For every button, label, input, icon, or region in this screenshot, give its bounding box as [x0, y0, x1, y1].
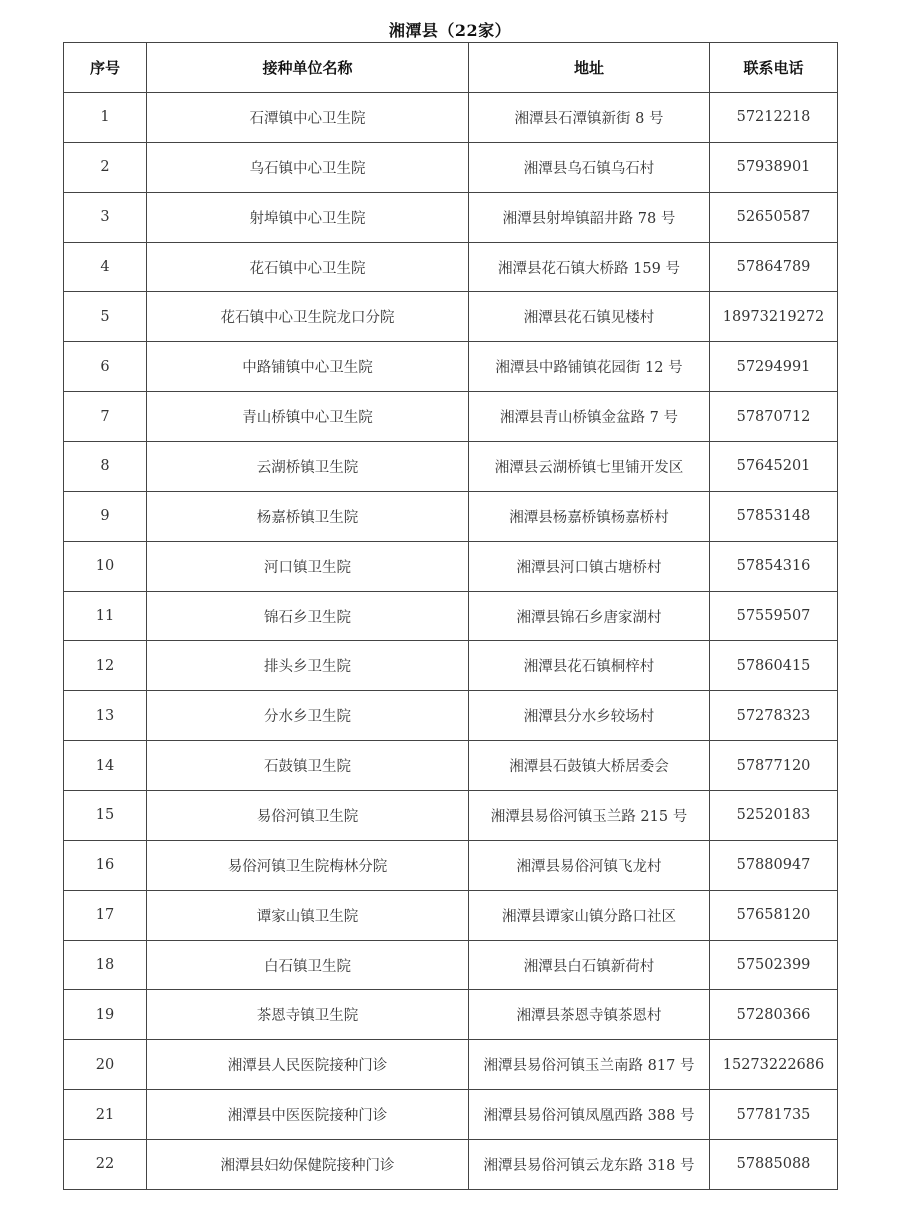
table-row — [64, 641, 838, 691]
cell-no: 19 — [64, 990, 147, 1040]
cell-site-name: 石潭镇中心卫生院 — [147, 93, 469, 143]
column-header-no: 序号 — [64, 43, 147, 93]
cell-address: 湘潭县乌石镇乌石村 — [469, 142, 710, 192]
cell-phone: 57212218 — [710, 93, 838, 143]
cell-phone: 57278323 — [710, 691, 838, 741]
cell-phone: 57502399 — [710, 940, 838, 990]
cell-site-name: 锦石乡卫生院 — [147, 591, 469, 641]
cell-address: 湘潭县花石镇桐梓村 — [469, 641, 710, 691]
cell-address: 湘潭县白石镇新荷村 — [469, 940, 710, 990]
cell-site-name: 排头乡卫生院 — [147, 641, 469, 691]
table-body — [64, 93, 838, 1190]
cell-phone: 57938901 — [710, 142, 838, 192]
table-row — [64, 192, 838, 242]
cell-no: 16 — [64, 840, 147, 890]
cell-site-name: 易俗河镇卫生院 — [147, 791, 469, 841]
cell-no: 13 — [64, 691, 147, 741]
table-row — [64, 1140, 838, 1190]
table-row — [64, 242, 838, 292]
cell-site-name: 杨嘉桥镇卫生院 — [147, 491, 469, 541]
cell-no: 17 — [64, 890, 147, 940]
cell-site-name: 河口镇卫生院 — [147, 541, 469, 591]
cell-address: 湘潭县青山桥镇金盆路 7 号 — [469, 392, 710, 442]
cell-site-name: 射埠镇中心卫生院 — [147, 192, 469, 242]
cell-phone: 57645201 — [710, 442, 838, 492]
cell-no: 4 — [64, 242, 147, 292]
cell-no: 3 — [64, 192, 147, 242]
cell-no: 20 — [64, 1040, 147, 1090]
table-row — [64, 142, 838, 192]
cell-address: 湘潭县易俗河镇云龙东路 318 号 — [469, 1140, 710, 1190]
table-row — [64, 840, 838, 890]
cell-address: 湘潭县易俗河镇凤凰西路 388 号 — [469, 1090, 710, 1140]
column-header-address: 地址 — [469, 43, 710, 93]
table-row — [64, 691, 838, 741]
table-row — [64, 741, 838, 791]
cell-phone: 57870712 — [710, 392, 838, 442]
cell-address: 湘潭县射埠镇韶井路 78 号 — [469, 192, 710, 242]
cell-no: 10 — [64, 541, 147, 591]
cell-phone: 57885088 — [710, 1140, 838, 1190]
cell-no: 12 — [64, 641, 147, 691]
cell-phone: 52520183 — [710, 791, 838, 841]
cell-no: 18 — [64, 940, 147, 990]
cell-address: 湘潭县分水乡较场村 — [469, 691, 710, 741]
cell-site-name: 易俗河镇卫生院梅林分院 — [147, 840, 469, 890]
column-header-phone: 联系电话 — [710, 43, 838, 93]
cell-phone: 57294991 — [710, 342, 838, 392]
cell-site-name: 云湖桥镇卫生院 — [147, 442, 469, 492]
cell-site-name: 石鼓镇卫生院 — [147, 741, 469, 791]
cell-site-name: 湘潭县妇幼保健院接种门诊 — [147, 1140, 469, 1190]
cell-phone: 57864789 — [710, 242, 838, 292]
cell-address: 湘潭县杨嘉桥镇杨嘉桥村 — [469, 491, 710, 541]
cell-no: 5 — [64, 292, 147, 342]
table-header-row — [64, 43, 838, 93]
cell-no: 8 — [64, 442, 147, 492]
table-row — [64, 940, 838, 990]
cell-phone: 57280366 — [710, 990, 838, 1040]
table-row — [64, 342, 838, 392]
cell-no: 15 — [64, 791, 147, 841]
cell-address: 湘潭县易俗河镇飞龙村 — [469, 840, 710, 890]
table-row — [64, 491, 838, 541]
table-row — [64, 442, 838, 492]
cell-site-name: 中路铺镇中心卫生院 — [147, 342, 469, 392]
table-row — [64, 392, 838, 442]
cell-no: 14 — [64, 741, 147, 791]
cell-phone: 57860415 — [710, 641, 838, 691]
cell-address: 湘潭县锦石乡唐家湖村 — [469, 591, 710, 641]
table-row — [64, 990, 838, 1040]
cell-no: 22 — [64, 1140, 147, 1190]
cell-no: 11 — [64, 591, 147, 641]
cell-no: 2 — [64, 142, 147, 192]
table-row — [64, 591, 838, 641]
cell-address: 湘潭县谭家山镇分路口社区 — [469, 890, 710, 940]
cell-site-name: 花石镇中心卫生院 — [147, 242, 469, 292]
cell-phone: 18973219272 — [710, 292, 838, 342]
cell-no: 9 — [64, 491, 147, 541]
table-row — [64, 1090, 838, 1140]
cell-no: 7 — [64, 392, 147, 442]
cell-address: 湘潭县石潭镇新街 8 号 — [469, 93, 710, 143]
cell-phone: 15273222686 — [710, 1040, 838, 1090]
cell-phone: 57559507 — [710, 591, 838, 641]
cell-site-name: 茶恩寺镇卫生院 — [147, 990, 469, 1040]
table-row — [64, 1040, 838, 1090]
cell-address: 湘潭县石鼓镇大桥居委会 — [469, 741, 710, 791]
cell-phone: 57880947 — [710, 840, 838, 890]
table-row — [64, 890, 838, 940]
table-row — [64, 292, 838, 342]
table-row — [64, 791, 838, 841]
cell-address: 湘潭县易俗河镇玉兰路 215 号 — [469, 791, 710, 841]
cell-site-name: 花石镇中心卫生院龙口分院 — [147, 292, 469, 342]
cell-phone: 52650587 — [710, 192, 838, 242]
cell-phone: 57877120 — [710, 741, 838, 791]
vaccination-sites-table — [63, 42, 838, 1190]
table-row — [64, 541, 838, 591]
cell-site-name: 湘潭县中医医院接种门诊 — [147, 1090, 469, 1140]
cell-site-name: 分水乡卫生院 — [147, 691, 469, 741]
cell-site-name: 乌石镇中心卫生院 — [147, 142, 469, 192]
column-header-name: 接种单位名称 — [147, 43, 469, 93]
cell-phone: 57853148 — [710, 491, 838, 541]
document-title: 湘潭县（22家） — [388, 21, 512, 40]
cell-phone: 57658120 — [710, 890, 838, 940]
cell-address: 湘潭县云湖桥镇七里铺开发区 — [469, 442, 710, 492]
cell-site-name: 谭家山镇卫生院 — [147, 890, 469, 940]
cell-address: 湘潭县花石镇见楼村 — [469, 292, 710, 342]
table-row — [64, 93, 838, 143]
cell-site-name: 湘潭县人民医院接种门诊 — [147, 1040, 469, 1090]
cell-site-name: 白石镇卫生院 — [147, 940, 469, 990]
cell-address: 湘潭县花石镇大桥路 159 号 — [469, 242, 710, 292]
cell-address: 湘潭县茶恩寺镇茶恩村 — [469, 990, 710, 1040]
cell-address: 湘潭县河口镇古塘桥村 — [469, 541, 710, 591]
cell-no: 21 — [64, 1090, 147, 1140]
cell-address: 湘潭县中路铺镇花园街 12 号 — [469, 342, 710, 392]
cell-phone: 57854316 — [710, 541, 838, 591]
cell-no: 1 — [64, 93, 147, 143]
cell-no: 6 — [64, 342, 147, 392]
cell-site-name: 青山桥镇中心卫生院 — [147, 392, 469, 442]
cell-phone: 57781735 — [710, 1090, 838, 1140]
cell-address: 湘潭县易俗河镇玉兰南路 817 号 — [469, 1040, 710, 1090]
